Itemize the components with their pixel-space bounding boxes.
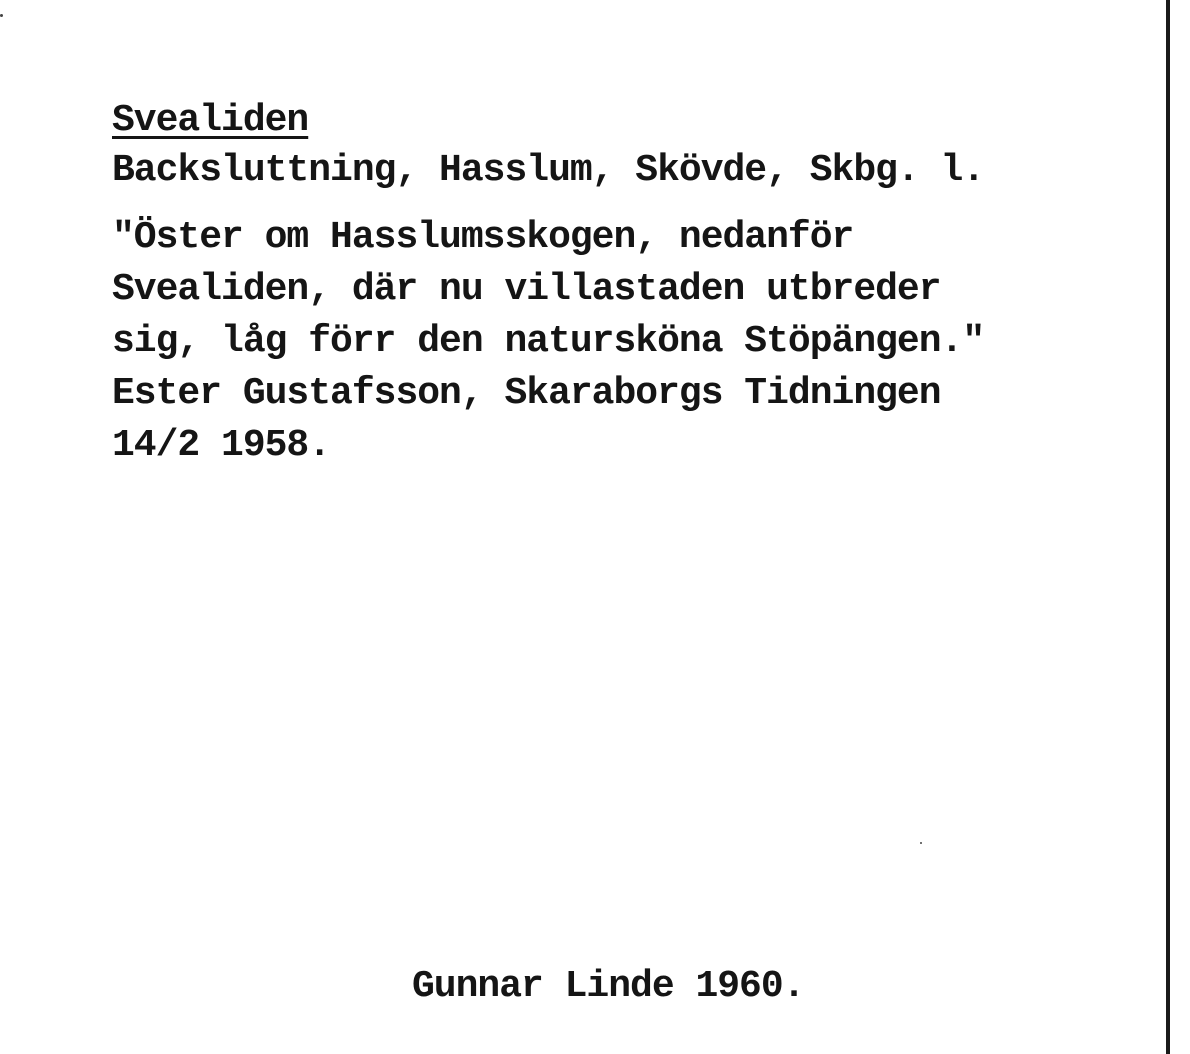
card-edge-line xyxy=(1166,0,1170,1054)
collector-signature: Gunnar Linde 1960. xyxy=(412,965,805,1008)
quote-line: "Öster om Hasslumsskogen, nedanför xyxy=(112,216,854,259)
quote-line: sig, låg förr den natursköna Stöpängen." xyxy=(112,320,985,363)
scan-speck xyxy=(920,842,922,844)
date-line: 14/2 1958. xyxy=(112,424,331,467)
headword-title: Svealiden xyxy=(112,99,309,142)
quote-block xyxy=(112,212,984,472)
scan-speck xyxy=(0,14,3,17)
source-line: Ester Gustafsson, Skaraborgs Tidningen xyxy=(112,372,941,415)
quote-line: Svealiden, där nu villastaden utbreder xyxy=(112,268,941,311)
location-line: Backsluttning, Hasslum, Skövde, Skbg. l. xyxy=(112,149,985,192)
